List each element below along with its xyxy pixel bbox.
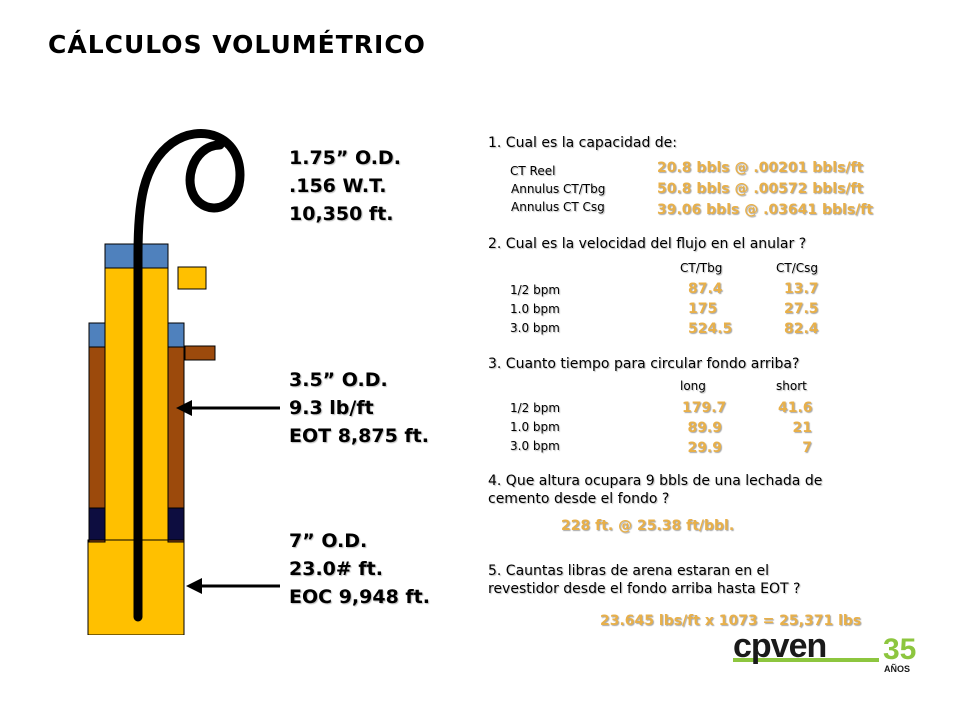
q2-row-label: 1.0 bpm (510, 302, 560, 316)
q1-answer-ct-reel: 20.8 bbls @ .00201 bbls/ft (657, 160, 864, 176)
q3-col-b (778, 398, 812, 458)
cpven-logo-mark (733, 631, 933, 681)
q2-value-tbg: 524.5 (688, 321, 733, 337)
q3-question: 3. Cuanto tiempo para circular fondo arriba? (488, 356, 800, 372)
q3-row-label: 1.0 bpm (510, 420, 560, 434)
casing-connector-right (168, 323, 184, 347)
packer-right (168, 508, 184, 540)
q2-header-a: CT/Tbg (680, 261, 723, 275)
q1-answers (657, 158, 873, 221)
q2-value-csg: 82.4 (784, 321, 819, 337)
q2-value-tbg: 175 (688, 301, 718, 317)
q1-label-annulus-tbg: Annulus CT/Tbg (511, 182, 606, 196)
q5-question-line1: 5. Cauntas libras de arena estaran en el (488, 563, 770, 579)
tubing-od: 3.5” O.D. (289, 369, 388, 391)
q2-question: 2. Cual es la velocidad del flujo en el anular ? (488, 236, 807, 252)
q3-row-label: 3.0 bpm (510, 439, 560, 453)
logo-years-label: AÑOS (884, 664, 911, 674)
q2-row-labels (510, 281, 560, 338)
logo-brand-text: cpven (733, 631, 827, 665)
q1-answer-annulus-csg: 39.06 bbls @ .03641 bbls/ft (657, 202, 874, 218)
q4-question (488, 472, 822, 508)
q5-question (488, 562, 800, 598)
ct-od: 1.75” O.D. (289, 147, 401, 169)
q1-label-ct-reel: CT Reel (510, 164, 556, 178)
q2-row-label: 1/2 bpm (510, 283, 561, 297)
q1-question: 1. Cual es la capacidad de: (488, 135, 677, 151)
q2-value-csg: 27.5 (784, 301, 819, 317)
q4-question-line2: cemento desde el fondo ? (488, 491, 670, 507)
q3-row-label: 1/2 bpm (510, 401, 561, 415)
casing-od: 7” O.D. (289, 530, 368, 552)
q5-answer: 23.645 lbs/ft x 1073 = 25,371 lbs (600, 613, 862, 629)
q3-value-long: 29.9 (687, 440, 722, 456)
q3-value-long: 89.9 (687, 420, 722, 436)
tubing-eot: EOT 8,875 ft. (289, 425, 429, 447)
q2-col-a (688, 279, 732, 339)
ct-specs (289, 144, 401, 228)
q4-answer: 228 ft. @ 25.38 ft/bbl. (561, 518, 735, 534)
q2-header-b: CT/Csg (776, 261, 818, 275)
ct-wall: .156 W.T. (289, 175, 387, 197)
q3-row-labels (510, 399, 560, 456)
side-outlet (185, 346, 215, 360)
page-title: CÁLCULOS VOLUMÉTRICO (48, 30, 426, 59)
q2-row-label: 3.0 bpm (510, 321, 560, 335)
tubing-specs (289, 366, 429, 450)
q1-labels (510, 162, 605, 216)
tubing-side-valve (178, 267, 206, 289)
logo-years: 35 (883, 633, 917, 666)
q3-value-short: 7 (802, 440, 812, 456)
casing-connector-left (89, 323, 105, 347)
q1-answer-annulus-tbg: 50.8 bbls @ .00572 bbls/ft (657, 181, 864, 197)
q5-question-line2: revestidor desde el fondo arriba hasta EOT ? (488, 581, 801, 597)
q3-header-b: short (776, 379, 807, 393)
q1-label-annulus-csg: Annulus CT Csg (511, 200, 605, 214)
q2-value-csg: 13.7 (784, 281, 819, 297)
packer-left (89, 508, 105, 540)
casing-eoc: EOC 9,948 ft. (289, 586, 430, 608)
q3-value-long: 179.7 (682, 400, 727, 416)
q3-col-a (682, 398, 727, 458)
casing-specs (289, 527, 430, 611)
q3-value-short: 21 (792, 420, 812, 436)
q2-value-tbg: 87.4 (688, 281, 723, 297)
q3-value-short: 41.6 (778, 400, 813, 416)
tubing-weight: 9.3 lb/ft (289, 397, 374, 419)
ct-length: 10,350 ft. (289, 203, 394, 225)
q2-col-b (784, 279, 819, 339)
cpven-logo (733, 631, 933, 681)
casing-weight: 23.0# ft. (289, 558, 383, 580)
arrow-casing-head (186, 578, 202, 594)
q4-question-line1: 4. Que altura ocupara 9 bbls de una lechada de (488, 473, 823, 489)
q3-header-a: long (680, 379, 706, 393)
